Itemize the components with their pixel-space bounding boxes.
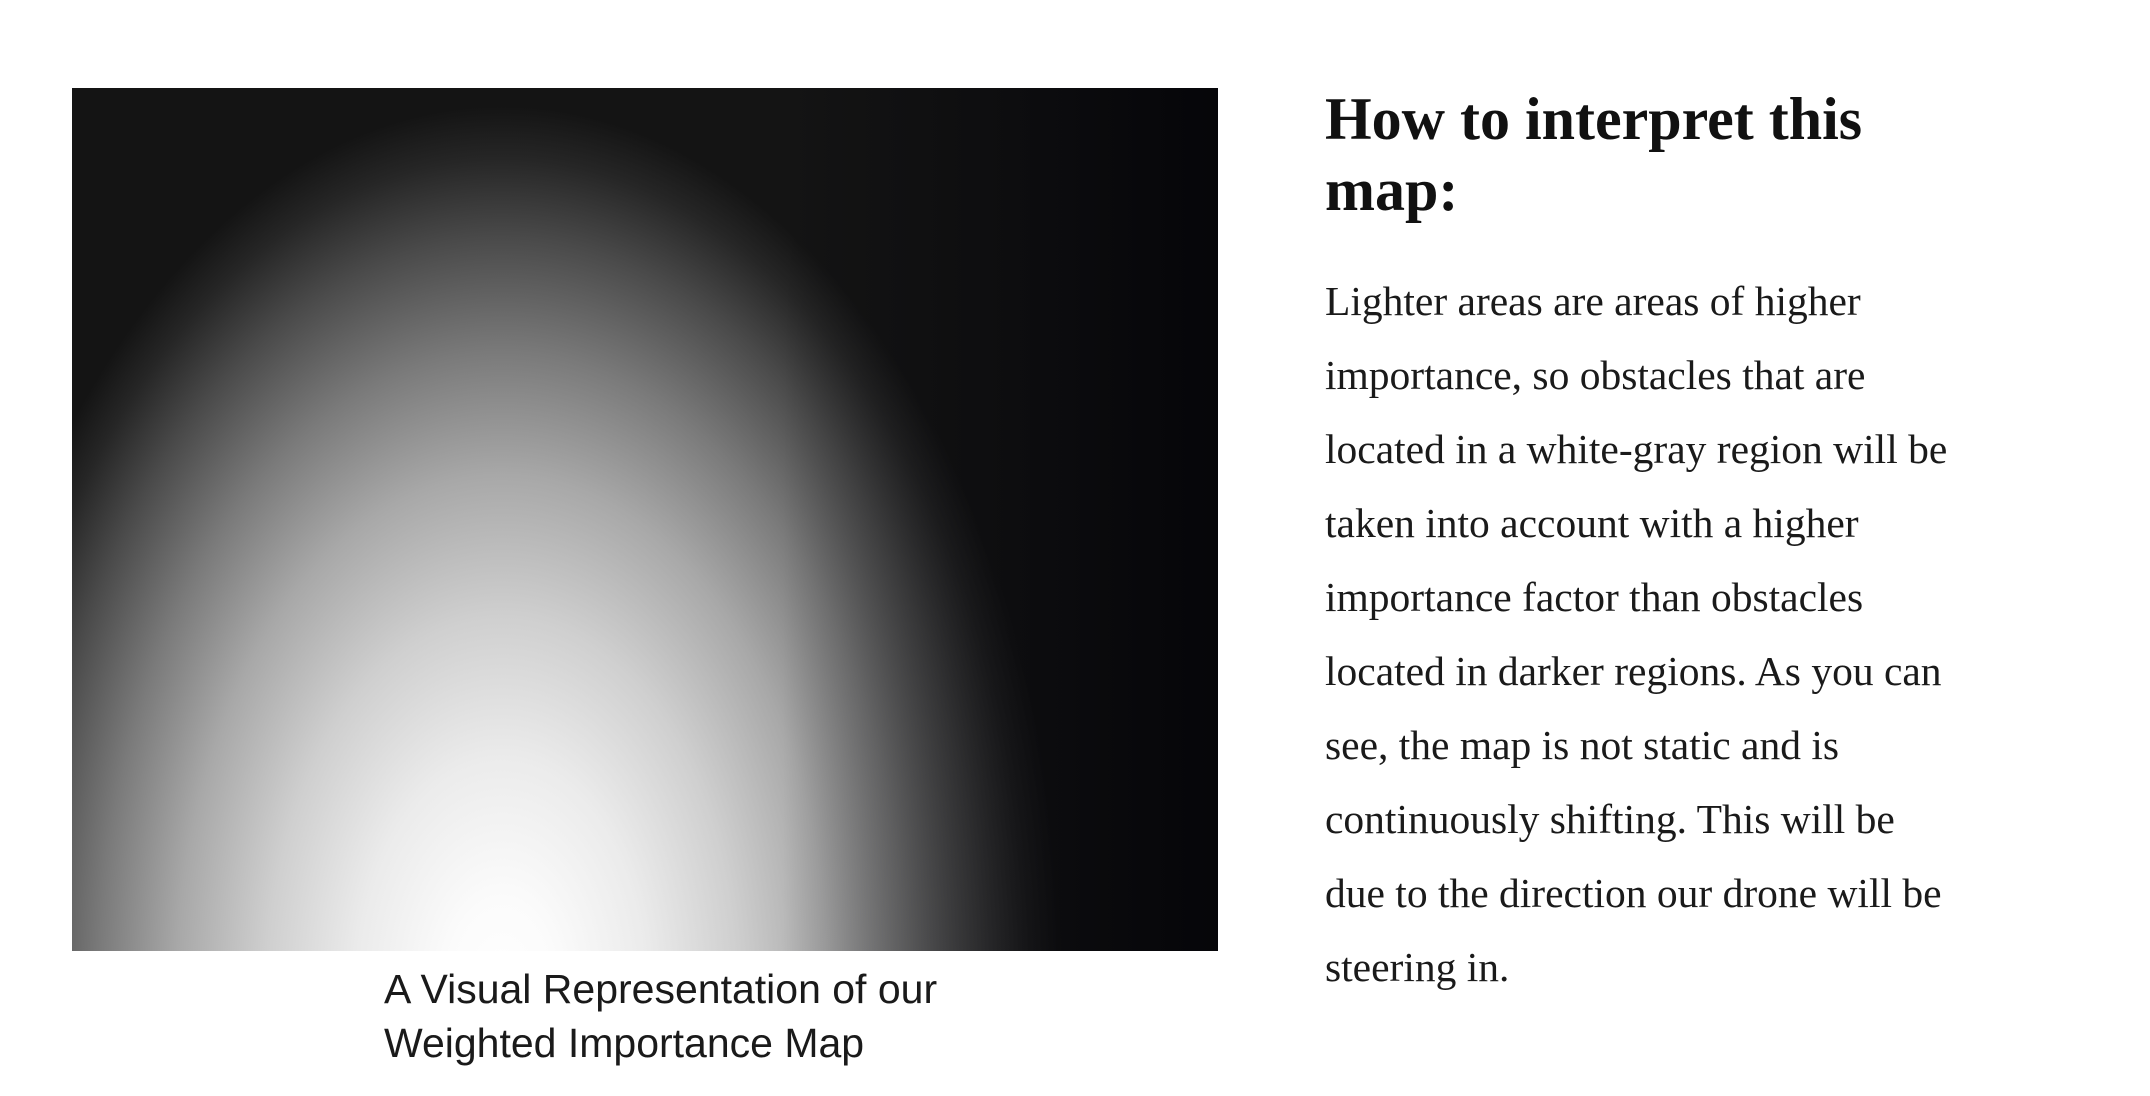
body-line: steering in. [1325,944,1510,990]
body-line: Lighter areas are areas of higher [1325,278,1861,324]
body-line: located in a white-gray region will be [1325,426,1948,472]
heading-line-1: How to interpret this [1325,86,1863,152]
heading-line-2: map: [1325,157,1459,223]
caption-line-1: A Visual Representation of our [384,966,938,1012]
article-text [1325,84,2125,1004]
caption-line-2: Weighted Importance Map [384,1020,865,1066]
body-line: continuously shifting. This will be [1325,796,1895,842]
importance-map-image [72,88,1218,951]
figure-caption [384,962,1064,1070]
body-line: importance, so obstacles that are [1325,352,1866,398]
body-line: see, the map is not static and is [1325,722,1840,768]
body-line: located in darker regions. As you can [1325,648,1942,694]
body-line: importance factor than obstacles [1325,574,1864,620]
body-paragraph [1325,264,2125,1004]
section-heading [1325,84,2125,226]
body-line: due to the direction our drone will be [1325,870,1942,916]
body-line: taken into account with a higher [1325,500,1859,546]
